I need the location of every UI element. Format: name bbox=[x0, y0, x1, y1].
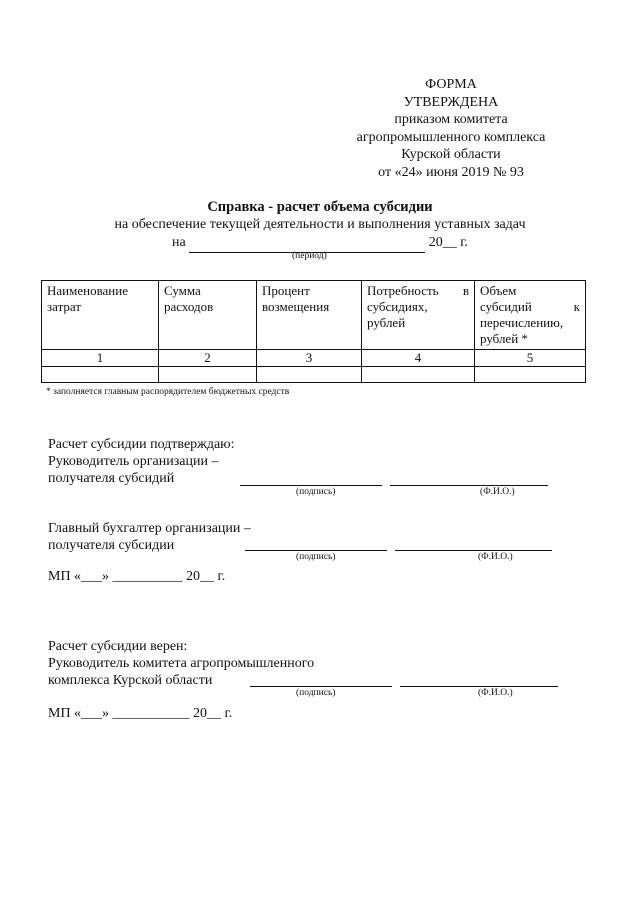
signature-caption: (подпись) bbox=[296, 688, 336, 698]
period-year: 20__ г. bbox=[428, 235, 468, 250]
approval-line-4: от «24» июня 2019 № 93 bbox=[378, 164, 524, 180]
header-cell: Процент возмещения bbox=[257, 281, 362, 350]
head-org-label: Руководитель организации – bbox=[48, 454, 219, 469]
signature-line bbox=[245, 550, 387, 551]
name-line bbox=[390, 485, 548, 486]
name-line bbox=[400, 686, 558, 687]
document-subtitle: на обеспечение текущей деятельности и выполнения уставных задач bbox=[114, 217, 526, 232]
approved-label: УТВЕРЖДЕНА bbox=[403, 94, 499, 110]
name-line bbox=[395, 550, 552, 551]
signature-caption: (подпись) bbox=[296, 552, 336, 562]
table-cell bbox=[257, 367, 362, 383]
approval-line-3: Курской области bbox=[401, 147, 501, 162]
table-header-row bbox=[42, 281, 586, 350]
confirm-heading: Расчет субсидии подтверждаю: bbox=[48, 437, 235, 452]
document-header bbox=[40, 198, 600, 253]
committee-head-label: Руководитель комитета агропромышленного bbox=[48, 656, 315, 671]
approval-line-1: приказом комитета bbox=[394, 112, 508, 127]
column-number: 1 bbox=[42, 350, 159, 367]
column-number: 3 bbox=[257, 350, 362, 367]
approval-line-2: агропромышленного комплекса bbox=[356, 129, 546, 145]
table-row bbox=[42, 367, 586, 383]
name-caption: (Ф.И.О.) bbox=[478, 688, 513, 698]
chief-accountant-label: Главный бухгалтер организации – bbox=[48, 521, 251, 536]
recipient-label: получателя субсидий bbox=[48, 471, 175, 486]
name-caption: (Ф.И.О.) bbox=[480, 487, 515, 497]
document-title: Справка - расчет объема субсидии bbox=[207, 199, 433, 215]
stamp-date-line: МП «___» ___________ 20__ г. bbox=[48, 706, 233, 721]
table-number-row bbox=[42, 350, 586, 367]
period-prefix: на bbox=[172, 235, 186, 250]
table-cell bbox=[362, 367, 475, 383]
header-cell: Сумма расходов bbox=[159, 281, 257, 350]
table-cell bbox=[159, 367, 257, 383]
approval-stamp-block bbox=[330, 76, 572, 181]
verified-heading: Расчет субсидии верен: bbox=[48, 639, 188, 654]
signature-caption: (подпись) bbox=[296, 487, 336, 497]
header-cell: Наименование затрат bbox=[42, 281, 159, 350]
column-number: 2 bbox=[159, 350, 257, 367]
header-cell: Потребность в субсидиях, рублей bbox=[362, 281, 475, 350]
table-cell bbox=[42, 367, 159, 383]
subsidy-table bbox=[41, 280, 586, 383]
table-footnote: * заполняется главным распорядителем бюджетных средств bbox=[46, 387, 290, 397]
header-cell: Объем субсидий к перечислению, рублей * bbox=[475, 281, 586, 350]
signature-line bbox=[240, 485, 382, 486]
name-caption: (Ф.И.О.) bbox=[478, 552, 513, 562]
stamp-date-line: МП «___» __________ 20__ г. bbox=[48, 569, 226, 584]
recipient-label: получателя субсидии bbox=[48, 538, 175, 553]
table-cell bbox=[475, 367, 586, 383]
form-label: ФОРМА bbox=[425, 77, 477, 92]
column-number: 5 bbox=[475, 350, 586, 367]
column-number: 4 bbox=[362, 350, 475, 367]
committee-name-label: комплекса Курской области bbox=[48, 673, 213, 688]
signature-line bbox=[250, 686, 392, 687]
period-caption: (период) bbox=[292, 251, 327, 261]
